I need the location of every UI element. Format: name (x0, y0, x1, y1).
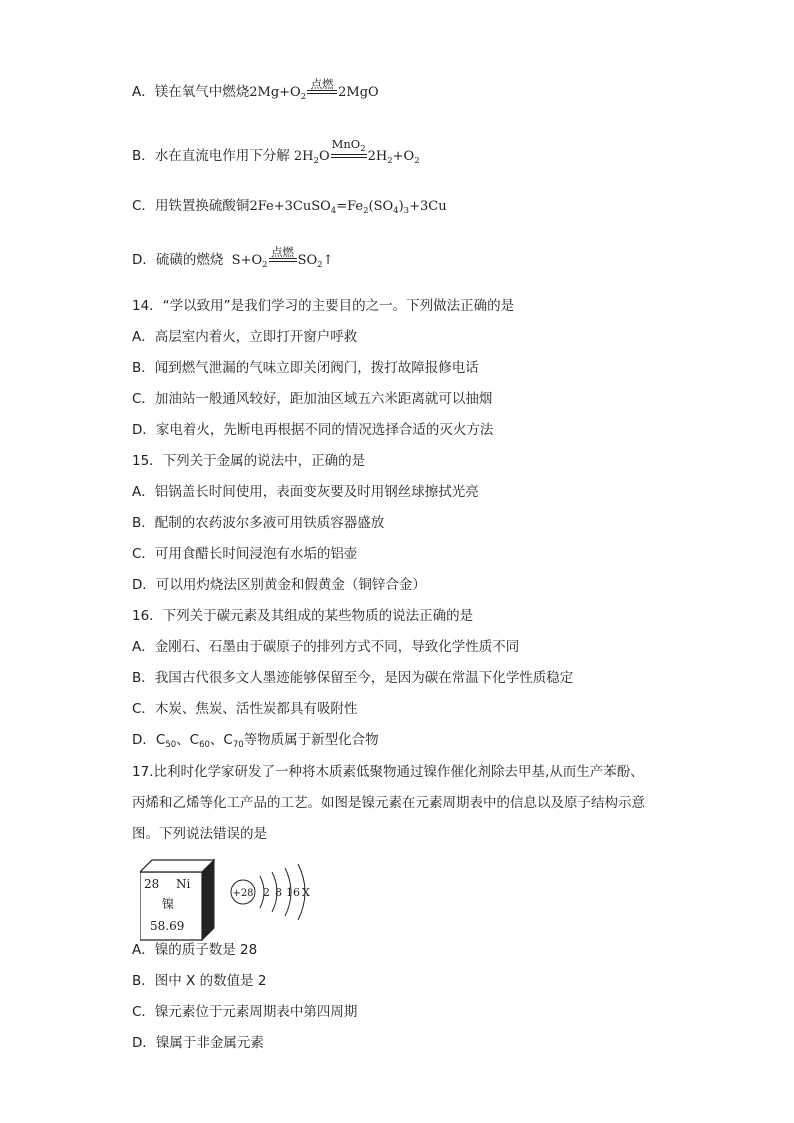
option-text: 硫磺的燃烧 (155, 252, 224, 268)
q17-option-c: C．镍元素位于元素周期表中第四周期 (132, 1004, 358, 1020)
option-text: 镁在氧气中燃烧 (154, 84, 250, 100)
element-cell-side (202, 860, 214, 940)
q17-stem-line-2: 丙烯和乙烯等化工产品的工艺。如图是镍元素在元素周期表中的信息以及原子结构示意 (132, 795, 645, 811)
option-letter: D． (132, 252, 156, 268)
q13-option-b (132, 137, 420, 168)
q14-option-d: D．家电着火，先断电再根据不同的情况选择合适的灭火方法 (132, 422, 494, 438)
shell-electrons-3: 16 (286, 886, 300, 899)
q13-option-a (132, 77, 379, 104)
q13-option-c (132, 196, 447, 218)
atomic-number: 28 (144, 877, 160, 891)
q16-stem: 16．下列关于碳元素及其组成的某些物质的说法正确的是 (132, 608, 474, 624)
q13-option-d (132, 245, 334, 272)
q17-stem-line-3: 图。下列说法错误的是 (132, 826, 267, 842)
q16-option-b: B．我国古代很多文人墨迹能够保留至今，是因为碳在常温下化学性质稳定 (132, 670, 574, 686)
q17-option-d: D．镍属于非金属元素 (132, 1035, 264, 1051)
chemical-equation: $2Mg+O_2$ 点燃 2MgO (249, 77, 379, 102)
q14-option-a: A．高层室内着火，立即打开窗户呼救 (132, 329, 358, 345)
q15-option-c: C．可用食醋长时间浸泡有水垢的铝壶 (132, 546, 358, 562)
shell-electrons-4: X (302, 886, 310, 899)
q14-option-b: B．闻到燃气泄漏的气味立即关闭阀门，拨打故障报修电话 (132, 360, 479, 376)
q15-stem: 15．下列关于金属的说法中，正确的是 (132, 453, 366, 469)
chemical-equation: $S+O_2$ 点燃 $SO_2↑$ (231, 245, 334, 270)
element-symbol: Ni (176, 877, 191, 891)
q17-option-a: A．镍的质子数是 28 (132, 942, 258, 958)
q15-option-d: D．可以用灼烧法区别黄金和假黄金（铜锌合金） (132, 577, 426, 593)
q15-option-a: A．铝锅盖长时间使用，表面变灰要及时用钢丝球擦拭光亮 (132, 484, 479, 500)
q15-option-b: B．配制的农药波尔多液可用铁质容器盛放 (132, 515, 385, 531)
atomic-mass: 58.69 (150, 919, 185, 933)
option-text: 用铁置换硫酸铜 (154, 198, 250, 214)
nucleus-charge: +28 (232, 888, 254, 899)
option-letter: C． (132, 198, 155, 214)
q14-stem: 14．“学以致用”是我们学习的主要目的之一。下列做法正确的是 (132, 298, 515, 314)
q16-option-a: A．金刚石、石墨由于碳原子的排列方式不同，导致化学性质不同 (132, 639, 520, 655)
option-letter: A． (132, 84, 155, 100)
shell-electrons-2: 8 (275, 886, 282, 899)
reaction-condition: 点燃 (269, 248, 297, 272)
element-cell-top (140, 860, 214, 872)
q16-option-c: C．木炭、焦炭、活性炭都具有吸附性 (132, 701, 358, 717)
nickel-figure (140, 856, 390, 950)
q16-option-d: D．$C_{50}$、$C_{60}$、$C_{70}$等物质属于新型化合物 (132, 732, 379, 750)
reaction-condition: MnO$_2$ (331, 144, 367, 168)
q17-stem-line-1: 17.比利时化学家研发了一种将木质素低聚物通过镍作催化剂除去甲基,从而生产苯酚、 (132, 764, 644, 780)
chemical-equation: $2Fe+3CuSO_4=Fe_2(SO_4)_3+3Cu$ (249, 199, 447, 216)
shell-electrons-1: 2 (263, 886, 270, 899)
reaction-condition: 点燃 (307, 80, 337, 104)
element-cell-and-atom-diagram (140, 856, 390, 946)
q17-option-b: B．图中 X 的数值是 2 (132, 973, 267, 989)
element-name: 镍 (162, 897, 175, 911)
option-letter: B． (132, 148, 155, 164)
option-text: 水在直流电作用下分解 (154, 148, 290, 164)
chemical-equation: $2H_2O$ MnO$_2$ $2H_2+O_2$ (293, 137, 420, 166)
q14-option-c: C．加油站一般通风较好，距加油区域五六米距离就可以抽烟 (132, 391, 493, 407)
